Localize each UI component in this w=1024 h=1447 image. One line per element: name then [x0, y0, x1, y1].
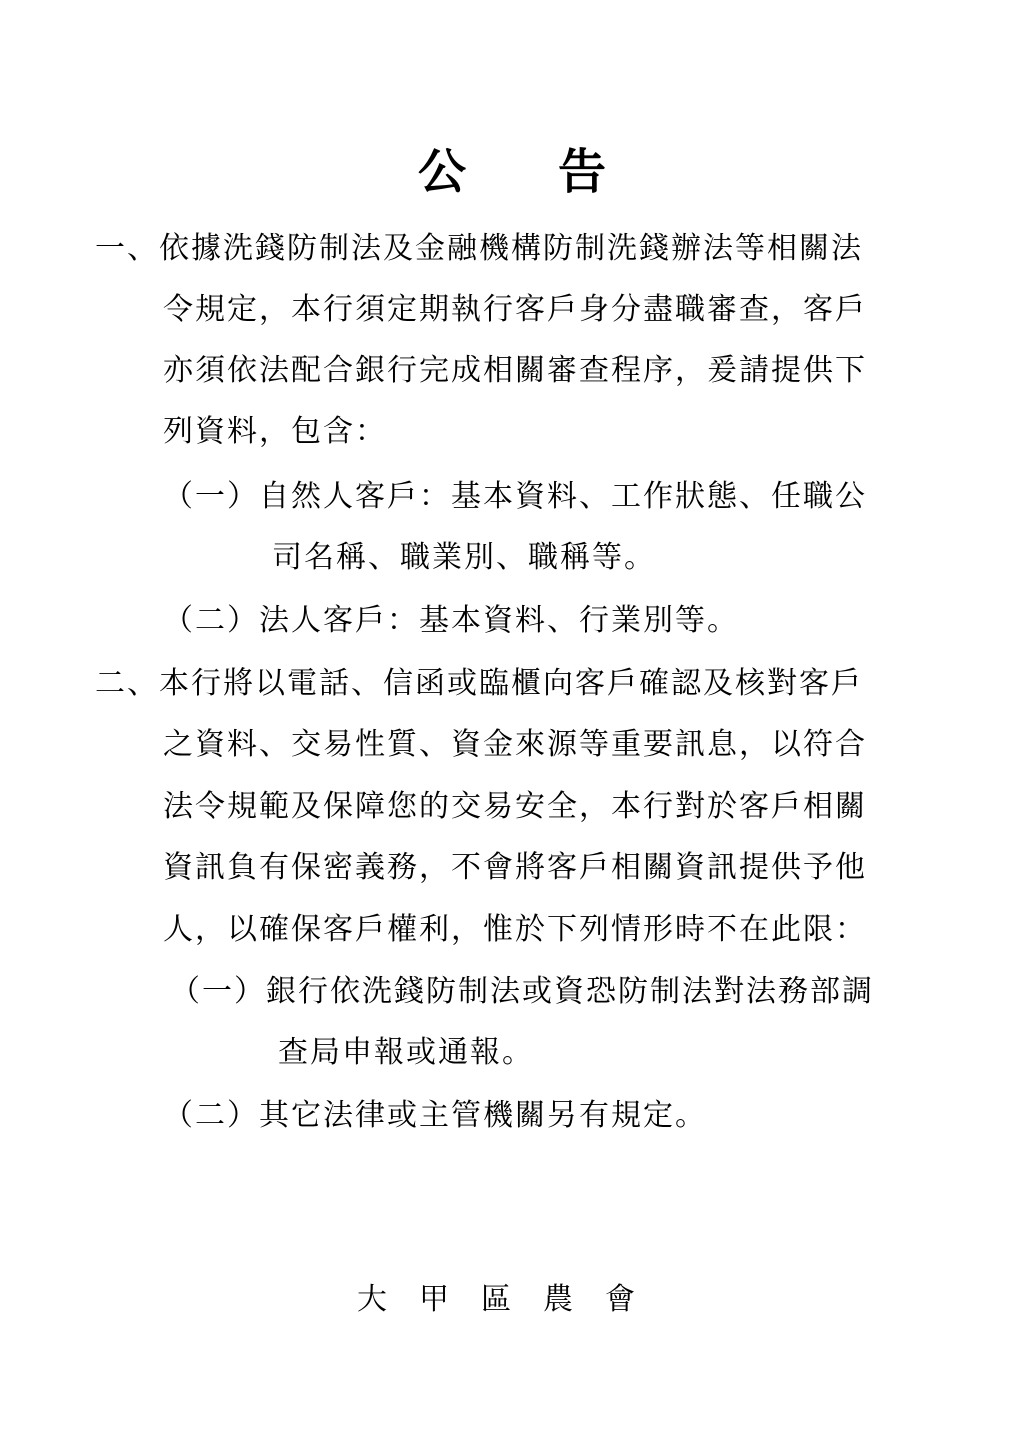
clause-2-line-4: 資訊負有保密義務，不會將客戶相關資訊提供予他 [163, 850, 867, 885]
issuer-signature: 大甲區農會 [357, 1282, 667, 1317]
clause-2-line-3: 法令規範及保障您的交易安全，本行對於客戶相關 [163, 789, 867, 824]
clause-2-item-1-line-1: （一）銀行依洗錢防制法或資恐防制法對法務部調 [170, 974, 874, 1009]
clause-2-line-5: 人，以確保客戶權利，惟於下列情形時不在此限： [163, 912, 867, 947]
title-char-2: 告 [557, 144, 606, 200]
clause-1-item-1-line-2: 司名稱、職業別、職稱等。 [272, 540, 656, 575]
clause-1-line-2: 令規定，本行須定期執行客戶身分盡職審查，客戶 [163, 292, 867, 327]
clause-1-item-2: （二）法人客戶：基本資料、行業別等。 [163, 603, 739, 638]
clause-2-item-2: （二）其它法律或主管機關另有規定。 [163, 1098, 707, 1133]
announcement-title [0, 142, 1024, 202]
clause-1-line-4: 列資料，包含： [163, 414, 387, 449]
clause-1-line-3: 亦須依法配合銀行完成相關審查程序，爰請提供下 [163, 353, 867, 388]
title-char-1: 公 [417, 144, 466, 200]
clause-2-line-2: 之資料、交易性質、資金來源等重要訊息，以符合 [163, 727, 867, 762]
clause-1-line-1: 一、依據洗錢防制法及金融機構防制洗錢辦法等相關法 [95, 231, 863, 266]
clause-2-line-1: 二、本行將以電話、信函或臨櫃向客戶確認及核對客戶 [95, 666, 863, 701]
clause-1-item-1-line-1: （一）自然人客戶：基本資料、工作狀態、任職公 [163, 479, 867, 514]
clause-2-item-1-line-2: 查局申報或通報。 [278, 1035, 534, 1070]
